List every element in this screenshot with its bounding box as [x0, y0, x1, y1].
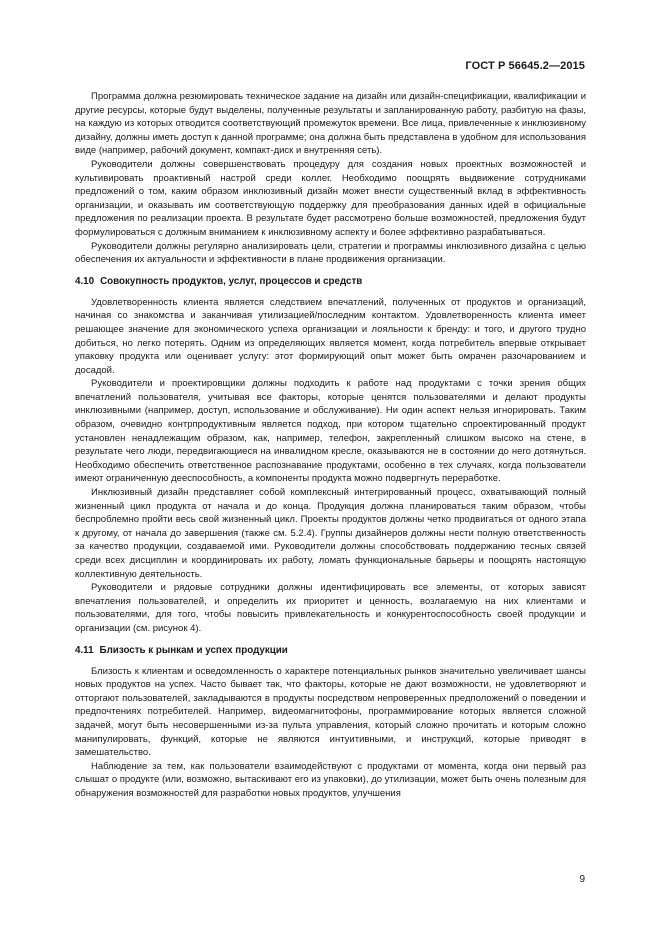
paragraph: Руководители должны совершенствовать процедуру для создания новых проектных возможностей и культивировать проактивный настрой среди коллег. Необходимо поощрять выдвижение сотрудниками предложений о том, каким образом инклюзивный дизайн может внести существенный вклад в эффективность организации, и оказывать им соответствующую поддержку для преобразования данных идей в официальные предложения по реализации проекта. В результате будет рассмотрено больше возможностей, предложения будут формулироваться с должным вниманием к инклюзивному аспекту и более эффективно разрабатываться. [75, 158, 586, 238]
section-number: 4.11 [75, 644, 94, 656]
paragraph: Руководители и проектировщики должны подходить к работе над продуктами с точки зрения общих впечатлений пользователя, учитывая все факторы, которые ценятся пользователями и делают продукты инклюзивными (например, доступ, использование и обслуживание). Ни один аспект нельзя игнорировать. Таким образом, очевидно контрпродуктивным является подход, при котором тщательно спроектированный продукт установлен ненадлежащим образом, как, например, телефон, закрепленный слишком высоко на стене, в результате чего люди, передвигающиеся на инвалидном кресле, оказываются не в состоянии до него дотянуться. Необходимо обеспечить ответственное распознавание продуктами, особенно в тех случаях, когда пользователи имеют ограниченную дееспособность, а компоненты продукта можно подвергнуть переработке. [75, 378, 586, 485]
paragraph: Программа должна резюмировать техническое задание на дизайн или дизайн-спецификации, квалификации и другие ресурсы, которые будут выделены, полученные результаты и запланированную работу, разбитую на фазы, на каждую из которых отводится соответствующий промежуток времени. Все лица, привлеченные к инклюзивному дизайну, должны иметь доступ к данной программе; она должна быть представлена в удобном для использования виде (например, рабочий документ, компакт-диск и внутренняя сеть). [75, 91, 586, 157]
section-heading-4-11 [75, 645, 586, 656]
page-number: 9 [579, 874, 585, 885]
paragraph: Близость к клиентам и осведомленность о характере потенциальных рынков значительно увеличивает шансы новых продуктов на успех. Часто бывает так, что факторы, которые не дают возможности, не удовлетворяют и отторгают пользователей, закладываются в продукты посредством непроверенных предположений о поведении и предпочтениях потребителей. Например, видеомагнитофоны, программирование которых является сложной задачей, могут быть несовершенными из-за пульта управления, который сложно прочитать и которым сложно манипулировать, функций, которые не являются интуитивными, и инструкций, которые приводят в замешательство. [75, 665, 586, 759]
section-number: 4.10 [75, 275, 95, 287]
paragraph: Наблюдение за тем, как пользователи взаимодействуют с продуктами от момента, когда они первый раз слышат о продукте (или, возможно, вытаскивают его из упаковки), до утилизации, может быть очень полезным для обнаружения возможностей для разработки новых продуктов, улучшения [75, 760, 586, 799]
section-title: Близость к рынкам и успех продукции [99, 644, 288, 656]
document-body [75, 90, 586, 801]
standard-header: ГОСТ Р 56645.2—2015 [465, 60, 585, 72]
section-title: Совокупность продуктов, услуг, процессов и средств [100, 275, 363, 287]
section-heading-4-10 [75, 276, 586, 287]
paragraph: Руководители должны регулярно анализировать цели, стратегии и программы инклюзивного дизайна с целью обеспечения их актуальности и эффективности в плане продвижения организации. [75, 240, 586, 266]
paragraph: Удовлетворенность клиента является следствием впечатлений, полученных от продуктов и организаций, начиная со знакомства и заканчивая утилизацией/последним контактом. Удовлетворенность клиента имеет решающее значение для экономического успеха организации и лояльности к бренду: и того, и другого трудно добиться, но легко потерять. Одним из определяющих является момент, когда потребитель впервые открывает упаковку продукта или оценивает услугу: этот формирующий опыт может быть омрачен разочарованием и досадой. [75, 296, 586, 376]
paragraph: Инклюзивный дизайн представляет собой комплексный интегрированный процесс, охватывающий полный жизненный цикл продукта от начала и до конца. Продукция должна планироваться таким образом, чтобы беспроблемно пройти весь свой жизненный цикл. Проекты продуктов должны четко продвигаться от одного этапа к другому, от начала до завершения (также см. 5.2.4). Группы дизайнеров должны нести полную ответственность за качество продукции, создаваемой ими. Руководители должны способствовать поддержанию тесных связей среди всех дисциплин и координировать их работу, ломать функциональные барьеры и поощрять настоящую коллективную деятельность. [75, 487, 586, 580]
paragraph: Руководители и рядовые сотрудники должны идентифицировать все элементы, от которых зависят впечатления пользователей, и определить их приоритет и ценность, возлагаемую на них клиентами и пользователями, для того, чтобы повысить привлекательность и конкурентоспособность своей продукции и организации (см. рисунок 4). [75, 582, 586, 634]
